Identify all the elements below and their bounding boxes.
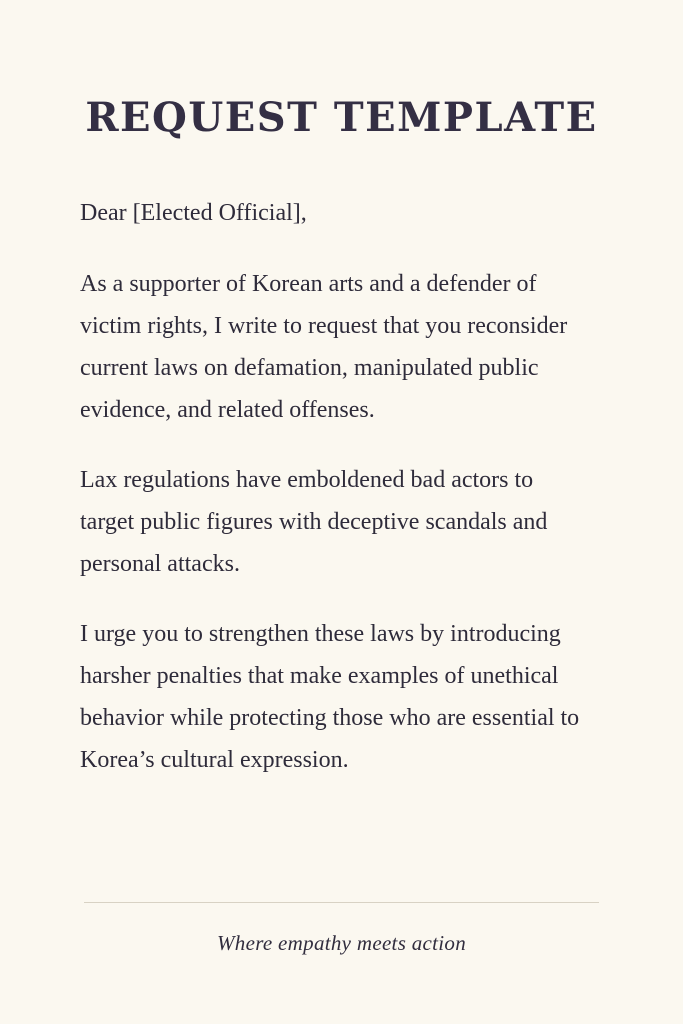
page-title: REQUEST TEMPLATE	[85, 94, 598, 141]
footer-divider	[84, 902, 599, 903]
layout-spacer	[78, 781, 605, 902]
paragraph-3: I urge you to strengthen these laws by introducing harsher penalties that make examples of unethical behavior while protecting those who are essential to Korea’s cultural expression.	[80, 620, 580, 773]
paragraph-2: Lax regulations have emboldened bad actors to target public figures with deceptive scandals and personal attacks.	[80, 466, 548, 577]
letter-body	[78, 196, 605, 781]
paragraph-1: As a supporter of Korean arts and a defender of victim rights, I write to request that you reconsider current laws on defamation, manipulated public evidence, and related offenses.	[80, 270, 568, 423]
footer-tagline: Where empathy meets action	[216, 931, 467, 955]
salutation: Dear [Elected Official],	[80, 200, 307, 226]
